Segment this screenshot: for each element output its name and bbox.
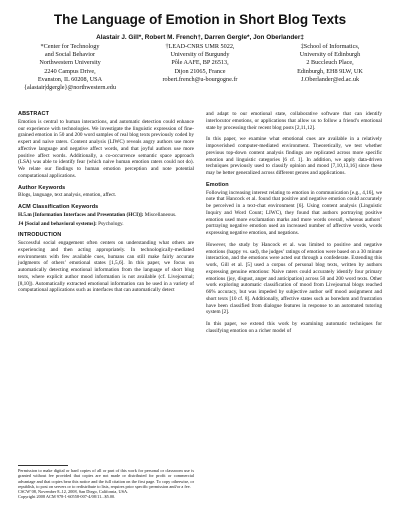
affiliation-line: and Social Behavior [44,51,96,59]
body-paragraph: Following increasing interest relating to emotion in communication [e.g., 4,16], we note that Hancock et al. found that positive and negative emotion could accurately be perceived in a text-chat environment [6]. Using content analysis (Linguistic Inquiry and Word Count; LIWC), they found that authors portraying positive emotion used more exclamation marks and more words overall, whereas authors’ portraying negative emotion used an increased number of affective words, words expressing negative emotion, and negations. [206,189,382,236]
introduction-text: Successful social engagement often centers on understanding what others are experiencing and then acting appropriately. In technologically-mediated environments with few available cues, humans can still make fairly accurate judgments of others’ emotional states [1,5,6]. In this paper, we focus on automatically detecting emotional information from the language of short blog texts, where explicit author mood information is not available (cf. Livejournal; [8,10]). Automatically extracted emotional information can be used in a variety of computational applications such as interfaces that can automatically detect [18,240,194,294]
affiliation-northwestern [10,43,130,92]
affiliation-email: J.Oberlander@ed.ac.uk [300,75,360,83]
emotion-heading: Emotion [206,181,229,188]
acm-class-2-code: J4 [Social and behavioral systems]: [18,220,97,227]
affiliation-line: Dijon 21065, France [174,67,226,75]
affiliation-line: †LEAD-CNRS UMR 5022, [165,43,235,50]
acm-heading: ACM Classification Keywords [18,204,99,210]
abstract-heading: ABSTRACT [18,111,50,117]
acm-class-2-desc: Psychology. [96,220,124,227]
author-list: Alastair J. Gill*, Robert M. French†, Darren Gergle*, Jon Oberlander‡ [96,34,304,41]
copyright-line: Copyright 2008 ACM 978-1-60558-007-4/08/11...$5.00. [18,494,116,500]
conference-line: CSCW’08, November 8–12, 2008, San Diego, California, USA. [18,489,129,495]
acm-class-2 [18,221,194,228]
body-paragraph: However, the study by Hancock et al. was limited to positive and negative emotions (happy vs. sad), the judges’ ratings of emotion were based on a 30 minute interaction, and the emotions were acted out through a confederate. Extending this work, Gill et al. [5] used a corpus of personal blog texts, written by authors expressing genuine emotions: Naive raters could accurately identify four primary emotions (joy, disgust, anger and anticipation) across 50 and 200 word texts. Other work exploring automatic classification of mood from Livejournal blogs reached 66% accuracy, but was impeded by subjective author self mood assignment and short texts [10 cf. 8]. Additionally, affective states such as boredom and frustration have been classified from dialogue features in response to an automated tutoring system [2]. [206,241,382,316]
paper-title: The Language of Emotion in Short Blog Texts [53,12,347,27]
affiliation-email: {alastair|dgergle}@northwestern.edu [24,84,116,92]
affiliation-line: Northwestern University [39,59,101,67]
affiliation-burgundy [138,43,262,84]
affiliation-line: Pôle AAFE, BP 26513, [171,59,229,67]
affiliation-line: University of Edinburgh [299,51,361,59]
affiliations [10,43,390,107]
affiliation-edinburgh [270,43,390,84]
left-column [18,111,194,299]
body-paragraph: and adapt to our emotional state, collaborative software that can identify interlocutor emotions, or applications that allow us to follow a friend’s emotional state by processing their recent blog posts [2,11,12]. [206,111,382,131]
affiliation-line: Evanston, IL 60208, USA [37,75,103,83]
acm-class-1-desc: Miscellaneous. [143,211,177,218]
introduction-heading: INTRODUCTION [18,232,62,239]
affiliation-line: *Center for Technology [40,43,100,50]
permission-notice: Permission to make digital or hard copies of all or part of this work for personal or classroom use is granted without fee provided that copies are not made or distributed for profit or commercial advantage and that copies bear this notice and the full citation on the first page. To copy otherwise, or republish, to post on servers or to redistribute to lists, requires prior specific permission and/or a fee. [18,468,194,489]
affiliation-line: 2 Buccleuch Place, [306,59,354,67]
acm-class-1 [18,212,194,219]
body-paragraph: In this paper, we extend this work by examining automatic techniques for classifying emotion on a richer model of [206,321,382,334]
keywords-text: Blogs, language, text analysis, emotion, affect. [18,192,117,199]
footnote-rule [18,465,68,466]
right-column [206,111,382,340]
affiliation-line: ‡School of Informatics, [300,43,360,50]
body-paragraph: In this paper, we examine what emotional cues are available in a relatively impoverished computer-mediated environment. Theoretically, we test whether previous top-down content analysis findings are replicated across more specific emotion and linguistic categories [6 cf. 1]. In addition, we apply data-driven techniques previously used to classify opinion and mood [7,10,13,16] since these may be better generalized across different genres and applications. [206,136,382,176]
affiliation-line: 2240 Campus Drive, [44,67,96,75]
acm-class-1-code: H.5.m [Information Interfaces and Presentation (HCI)]: [18,211,144,218]
copyright-footnote [18,465,194,500]
affiliation-line: Edinburgh, EH8 9LW, UK [297,67,363,75]
abstract-text: Emotion is central to human interactions, and automatic detection could enhance our experience with technologies. We investigate the linguistic expression of fine-grained emotion in 50 and 200 word samples of real blog texts previously coded by expert and naive raters. Content analysis (LIWC) reveals angry authors use more affective language and negative affect words, and that joyful authors use more positive affect words. Additionally, a co-occurrence semantic space approach (LSA) was able to identify fear (which naive human emotion raters could not do). We relate our findings to human emotion perception and note potential computational applications. [18,118,194,179]
affiliation-email: robert.french@u-bourgogne.fr [162,75,238,83]
affiliation-line: University of Burgundy [170,51,230,59]
keywords-heading: Author Keywords [18,184,66,191]
